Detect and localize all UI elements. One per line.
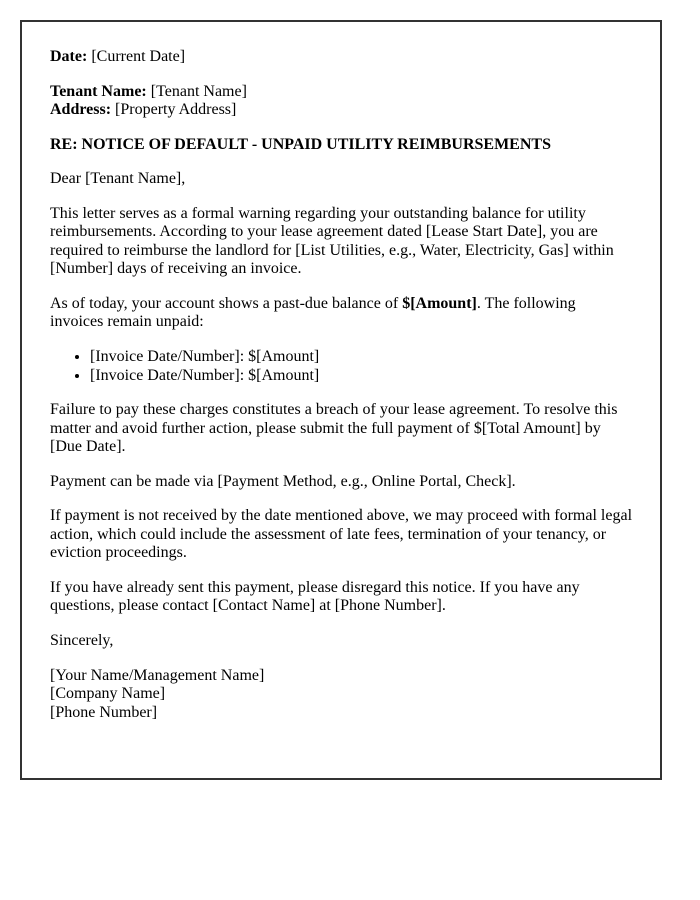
balance-text-after: . The following invoices remain unpaid: — [50, 294, 576, 331]
invoice-list-item: • [Invoice Date/Number]: $[Amount] — [90, 348, 632, 367]
tenant-name-label: Tenant Name: — [50, 82, 147, 100]
date-value: [Current Date] — [91, 48, 186, 65]
address-value: [Property Address] — [115, 101, 237, 119]
salutation: Dear [Tenant Name], — [50, 170, 186, 188]
date-line — [50, 48, 632, 67]
letter-page — [20, 20, 662, 780]
signature-name: [Your Name/Management Name] — [50, 666, 265, 684]
paragraph-legal: If payment is not received by the date mentioned above, we may proceed with formal legal action, which could include the assessment of late fees, termination of your tenancy, or eviction proceedings. — [50, 507, 633, 562]
subject-line — [50, 136, 632, 155]
date-label: Date: — [50, 48, 88, 65]
paragraph-disregard: If you have already sent this payment, please disregard this notice. If you have any questions, please contact [Contact Name] at [Phone Number]. — [50, 578, 580, 615]
paragraph-payment: Payment can be made via [Payment Method, e.g., Online Portal, Check]. — [50, 472, 516, 490]
paragraph-intro: This letter serves as a formal warning regarding your outstanding balance for utility reimbursements. According to your lease agreement dated [Lease Start Date], you are required to reimburse the landlord for [List Utilities, e.g., Water, Electricity, Gas] within [Number] days of receiving an invoice. — [50, 204, 614, 278]
invoice-list — [50, 348, 632, 385]
tenant-name-value: [Tenant Name] — [150, 82, 247, 100]
address-label: Address: — [50, 101, 112, 119]
signature-block — [50, 667, 632, 723]
paragraph-balance — [50, 295, 632, 332]
invoice-list-item: • [Invoice Date/Number]: $[Amount] — [90, 367, 632, 386]
closing: Sincerely, — [50, 632, 114, 650]
subject-text: RE: NOTICE OF DEFAULT - UNPAID UTILITY REIMBURSEMENTS — [50, 135, 551, 153]
paragraph-failure: Failure to pay these charges constitutes a breach of your lease agreement. To resolve this matter and avoid further action, please submit the full payment of $[Total Amount] by [Due Date]. — [50, 401, 618, 456]
balance-text-before: As of today, your account shows a past-due balance of — [50, 294, 403, 312]
tenant-info-block — [50, 83, 632, 120]
signature-phone: [Phone Number] — [50, 703, 158, 721]
balance-amount: $[Amount] — [402, 294, 477, 312]
signature-company: [Company Name] — [50, 685, 166, 703]
